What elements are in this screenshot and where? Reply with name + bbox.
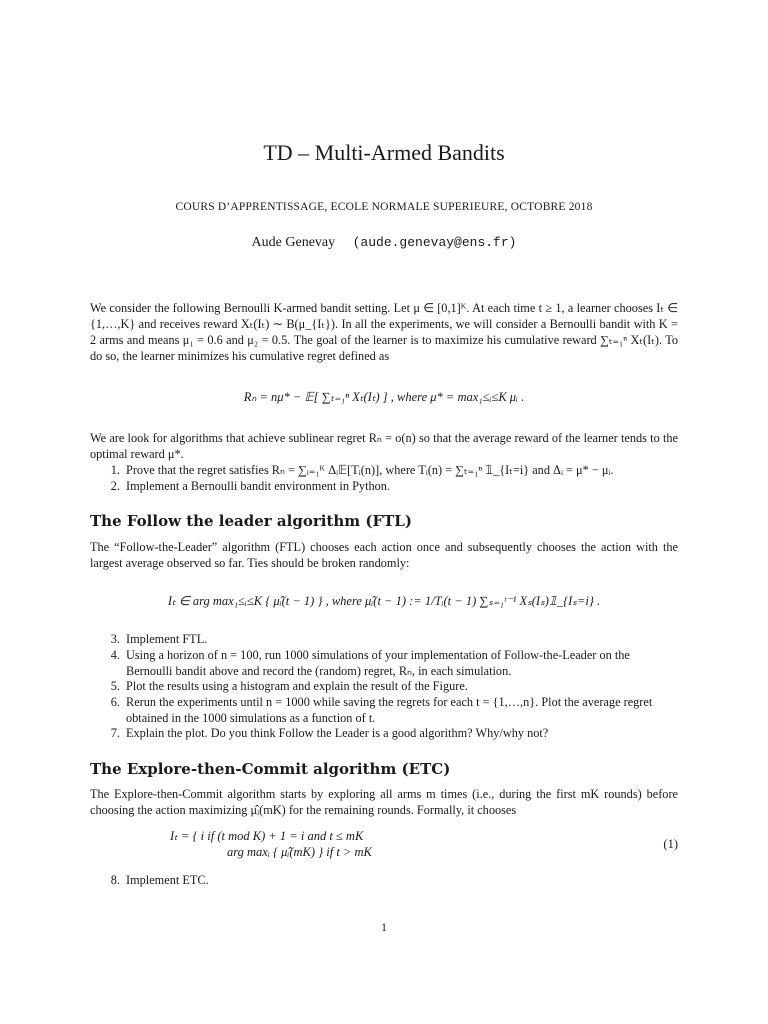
intro-paragraph: We consider the following Bernoulli K-armed bandit setting. Let μ ∈ [0,1]ᴷ. At each time t ≥ 1, a learner chooses Iₜ ∈ {1,…,K} and receives reward Xₜ(Iₜ) ∼ B(μ_{Iₜ}). In all the experiments, we will consider a Bernoulli bandit with K = 2 arms and means μ₁ = 0.6 and μ₂ = 0.5. The goal of the learner is to maximize his cumulative reward ∑ₜ₌₁ⁿ Xₜ(Iₜ). To do so, the learner minimizes his cumulative regret defined as xyxy=(90,301,678,363)
list-item: 4. Using a horizon of n = 100, run 1000 simulations of your implementation of Follow-the-Leader on the Bernoulli bandit above and record the (random) regret, Rₙ, in each simulation. xyxy=(110,648,630,678)
author-name: Aude Genevay xyxy=(251,235,336,250)
regret-equation: Rₙ = nμ* − 𝔼[ ∑ₜ₌₁ⁿ Xₜ(Iₜ) ] , where μ* = max₁≤ᵢ≤K μᵢ . xyxy=(243,390,525,404)
section-heading-ftl: The Follow the leader algorithm (FTL) xyxy=(90,512,412,530)
list-item: 1. Prove that the regret satisfies Rₙ = ∑ᵢ₌₁ᴷ Δᵢ𝔼[Tᵢ(n)], where Tᵢ(n) = ∑ₜ₌₁ⁿ 𝟙_{Iₜ=i} and Δᵢ = μ* − μᵢ. xyxy=(110,463,614,477)
document-title: TD – Multi-Armed Bandits xyxy=(263,140,505,165)
page-number: 1 xyxy=(381,920,387,934)
ftl-paragraph: The “Follow-the-Leader” algorithm (FTL) chooses each action once and subsequently chooses the action with the largest average observed so far. Ties should be broken randomly: xyxy=(90,540,678,570)
list-item: 3. Implement FTL. xyxy=(110,632,208,646)
etc-paragraph: The Explore-then-Commit algorithm starts by exploring all arms m times (i.e., during the first mK rounds) before choosing the action maximizing μ̂ᵢ(mK) for the remaining rounds. Formally, it chooses xyxy=(90,787,678,817)
ftl-equation: Iₜ ∈ arg max₁≤ᵢ≤K { μ̂ᵢ(t − 1) } , where μ̂ᵢ(t − 1) := 1/Tᵢ(t − 1) ∑ₛ₌₁ᵗ⁻¹ Xₛ(Iₛ)𝟙_{Iₛ=i} . xyxy=(167,594,601,608)
etc-equation-line-2: arg maxᵢ { μ̂ᵢ(mK) } if t > mK xyxy=(227,845,372,859)
list-item: 6. Rerun the experiments until n = 1000 while saving the regrets for each t = {1,…,n}. Plot the average regret obtained in the 1000 simulations as a function of t. xyxy=(110,695,653,725)
sublinear-paragraph: We are look for algorithms that achieve sublinear regret Rₙ = o(n) so that the average reward of the learner tends to the optimal reward μ*. xyxy=(90,431,678,461)
author-email: (aude.genevay@ens.fr) xyxy=(352,235,517,250)
course-subtitle: COURS D’APPRENTISSAGE, ECOLE NORMALE SUPERIEURE, OCTOBRE 2018 xyxy=(175,201,593,213)
author-line xyxy=(90,235,678,251)
etc-equation-line-1: Iₜ = { i if (t mod K) + 1 = i and t ≤ mK xyxy=(170,829,364,843)
list-item: 8. Implement ETC. xyxy=(110,873,209,887)
equation-number: (1) xyxy=(663,837,678,851)
list-item: 2. Implement a Bernoulli bandit environment in Python. xyxy=(110,479,390,493)
section-heading-etc: The Explore-then-Commit algorithm (ETC) xyxy=(90,760,451,778)
list-item: 7. Explain the plot. Do you think Follow the Leader is a good algorithm? Why/why not? xyxy=(110,726,549,740)
list-item: 5. Plot the results using a histogram and explain the result of the Figure. xyxy=(110,679,468,693)
